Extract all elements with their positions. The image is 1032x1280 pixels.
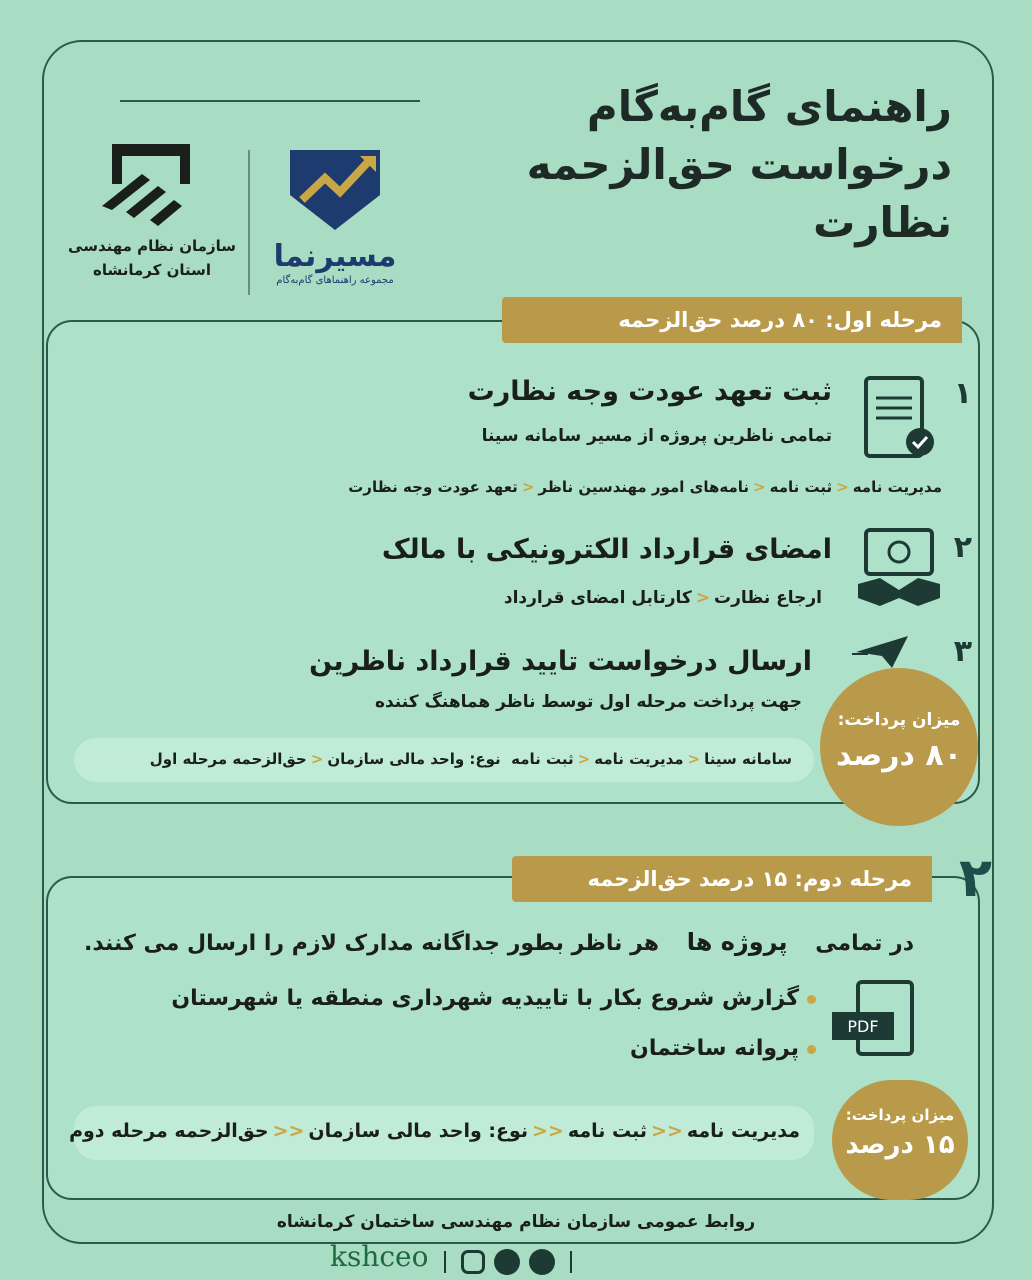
step1-sub: تمامی ناظرین پروژه از مسیر سامانه سینا (481, 426, 832, 446)
bullet-text: پروانه ساختمان (630, 1036, 799, 1061)
path-item: مدیریت نامه (852, 478, 942, 496)
logo-divider (248, 150, 250, 295)
path-item: ثبت نامه (511, 750, 574, 768)
path-item: مدیریت نامه (686, 1120, 800, 1142)
footer-separator (230, 1198, 790, 1200)
eitaa-icon[interactable] (494, 1249, 520, 1275)
double-chevron-icon: << (651, 1120, 683, 1142)
stage2-path (69, 1120, 800, 1142)
title-line-1: راهنمای گام‌به‌گام (586, 82, 952, 131)
handshake-contract-icon (854, 526, 944, 612)
bullet-dot-icon (807, 995, 816, 1004)
stage1-payment-badge (820, 668, 978, 826)
step3-sub: جهت پرداخت مرحله اول توسط ناظر هماهنگ کننده (374, 692, 802, 712)
step2-path (504, 588, 822, 608)
footer-social (330, 1240, 630, 1274)
brand-name: مسیرنما (273, 239, 397, 274)
org-name-line-1: سازمان نظام مهندسی (68, 237, 236, 255)
payment-label: میزان پرداخت: (837, 710, 961, 730)
path-item: ثبت نامه (769, 478, 833, 496)
path-item: تعهد عودت وجه نظارت (348, 478, 518, 496)
stage1-bar: مرحله اول: ۸۰ درصد حق‌الزحمه (502, 297, 962, 343)
intro-part-b: هر ناظر بطور جداگانه مدارک لازم را ارسال می کنند. (83, 931, 660, 956)
double-chevron-icon: << (272, 1120, 305, 1142)
path-item: نوع: واحد مالی سازمان (308, 1120, 529, 1142)
deco-line (120, 100, 420, 102)
brand-emblem-icon (280, 140, 390, 235)
document-check-icon (860, 374, 940, 464)
chevron-icon: < (836, 478, 849, 496)
path-item: نامه‌های امور مهندسین ناظر (538, 478, 750, 496)
pdf-label: PDF (847, 1017, 879, 1036)
title-line-2: درخواست حق‌الزحمه نظارت (526, 140, 952, 247)
step3-heading: ارسال درخواست تایید قرارداد ناظرین (309, 646, 812, 677)
brand-logo (255, 140, 415, 286)
step3-path (150, 750, 792, 768)
chevron-icon: < (753, 478, 766, 496)
footer-handle[interactable]: kshceo (330, 1240, 429, 1273)
double-chevron-icon: << (532, 1120, 564, 1142)
path-item: حق‌الزحمه مرحله اول (149, 750, 307, 768)
path-item: ارجاع نظارت (714, 588, 822, 608)
intro-part-a: در تمامی (815, 931, 914, 956)
page-title (392, 78, 952, 252)
chevron-icon: < (687, 750, 701, 768)
stage2-big-number: ۲ (959, 846, 992, 909)
step3-number: ۳ (953, 634, 972, 669)
payment-label: میزان پرداخت: (845, 1106, 955, 1124)
bullet-item (171, 986, 816, 1011)
step2-heading: امضای قرارداد الکترونیکی با مالک (381, 534, 832, 565)
step1-heading: ثبت تعهد عودت وجه نظارت (467, 376, 832, 407)
path-item: نوع: واحد مالی سازمان (327, 750, 501, 768)
org-name-line-2: استان کرمانشاه (92, 261, 212, 279)
instagram-icon[interactable] (461, 1250, 485, 1274)
bullet-item (630, 1036, 816, 1061)
footer-credit: روابط عمومی سازمان نظام مهندسی ساختمان کرمانشاه (276, 1212, 756, 1232)
step1-path (348, 478, 942, 496)
stage2-bar: مرحله دوم: ۱۵ درصد حق‌الزحمه (512, 856, 932, 902)
bullet-dot-icon (807, 1045, 816, 1054)
org-logo (62, 140, 242, 282)
chevron-icon: < (695, 588, 711, 608)
chevron-icon: < (577, 750, 591, 768)
stage2-intro (84, 928, 914, 956)
telegram-icon[interactable] (529, 1249, 555, 1275)
chevron-icon: < (521, 478, 535, 496)
path-item: سامانه سینا (704, 750, 792, 768)
intro-highlight: پروژه ها (686, 928, 788, 956)
step1-number: ۱ (953, 376, 972, 411)
paper-plane-icon (852, 632, 912, 672)
bullet-text: گزارش شروع بکار با تاییدیه شهرداری منطقه یا شهرستان (171, 986, 799, 1011)
payment-value: ۱۵ درصد (845, 1130, 955, 1160)
step2-number: ۲ (953, 530, 972, 565)
pdf-file-icon (828, 978, 928, 1062)
org-emblem-icon (82, 140, 222, 230)
path-item: کارتابل امضای قرارداد (503, 588, 692, 608)
brand-subtitle: مجموعه راهنماهای گام‌به‌گام (276, 275, 394, 286)
path-item: مدیریت نامه (594, 750, 684, 768)
payment-value: ۸۰ درصد (835, 738, 963, 773)
stage2-payment-badge (832, 1080, 968, 1200)
path-item: حق‌الزحمه مرحله دوم (69, 1120, 269, 1142)
chevron-icon: < (310, 750, 324, 768)
path-item: ثبت نامه (567, 1120, 648, 1142)
